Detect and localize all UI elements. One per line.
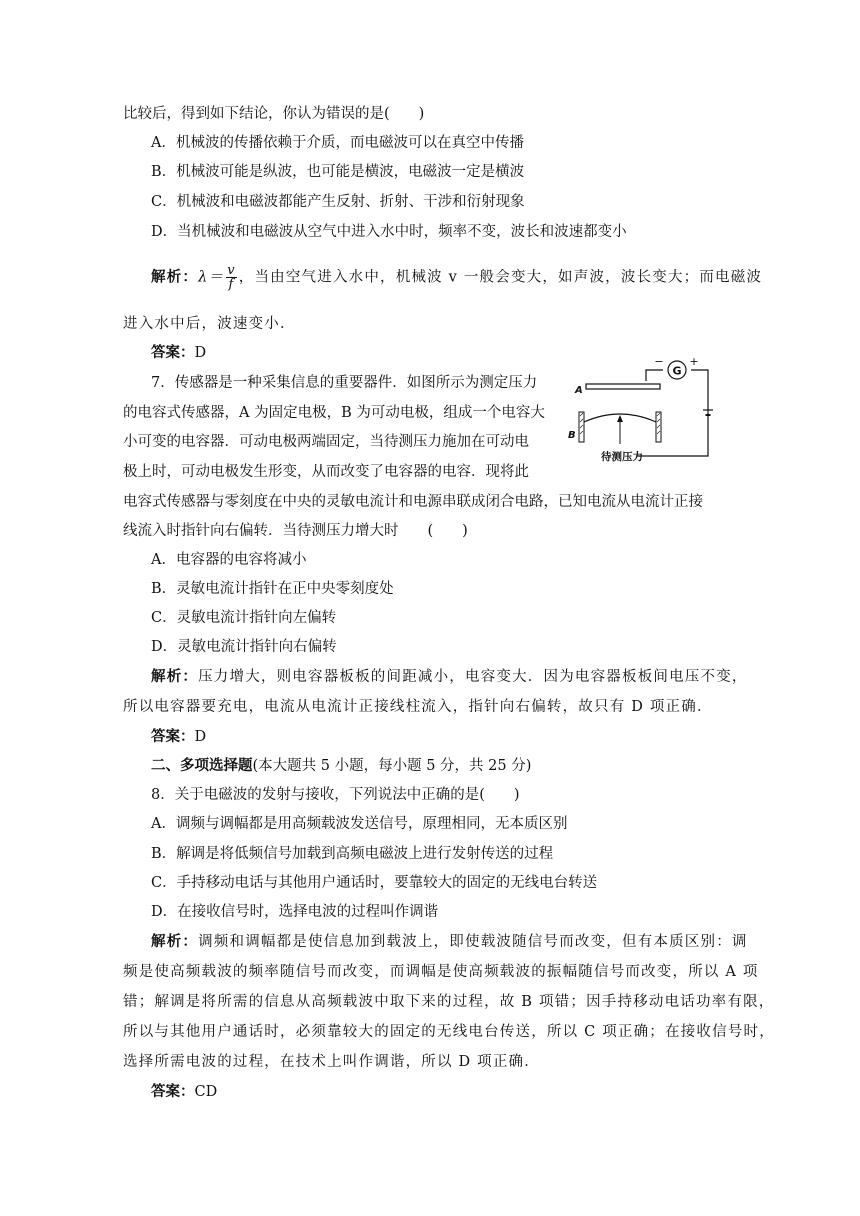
q8-analysis xyxy=(151,932,748,952)
q8-analysis-line5: 选择所需电波的过程，在技术上叫作调谐，所以 D 项正确． xyxy=(123,1054,540,1070)
q6-option-d: D．当机械波和电磁波从空气中进入水中时，频率不变，波长和波速都变小 xyxy=(151,224,627,240)
galvanometer-label: G xyxy=(672,364,682,378)
pressure-label: 待测压力 xyxy=(601,451,643,463)
q7-option-a: A．电容器的电容将减小 xyxy=(151,552,307,568)
section-heading-note: (本大题共 5 小题，每小题 5 分，共 25 分) xyxy=(252,758,532,774)
q8-stem: 8．关于电磁波的发射与接收，下列说法中正确的是( ) xyxy=(151,787,520,803)
section-heading-title: 二、多项选择题 xyxy=(151,757,253,774)
q7-stem-line2: 的电容式传感器，A 为固定电极，B 为可动电极，组成一个电容大 xyxy=(123,405,545,421)
q6-option-c: C．机械波和电磁波都能产生反射、折射、干涉和衍射现象 xyxy=(151,194,525,210)
q7-option-d: D．灵敏电流计指针向右偏转 xyxy=(151,639,337,655)
q7-analysis-line1: 压力增大，则电容器板板的间距减小，电容变大．因为电容器板板间电压不变， xyxy=(198,669,748,685)
q6-analysis-line2: 进入水中后，波速变小． xyxy=(123,316,296,332)
right-support xyxy=(656,412,661,442)
q8-analysis-label: 解析： xyxy=(151,933,199,950)
galvanometer-minus-label: − xyxy=(654,356,664,368)
q6-formula-fraction xyxy=(226,264,237,291)
q7-option-b: B．灵敏电流计指针在正中央零刻度处 xyxy=(151,581,394,597)
q7-answer-label: 答案： xyxy=(151,728,195,745)
q7-option-c: C．灵敏电流计指针向左偏转 xyxy=(151,610,337,626)
q8-option-d: D．在接收信号时，选择电波的过程叫作调谐 xyxy=(151,904,439,920)
q7-analysis xyxy=(151,667,748,687)
pressure-arrowhead-icon xyxy=(617,415,623,422)
q6-formula-numerator: v xyxy=(227,263,236,278)
q8-answer xyxy=(151,1082,217,1102)
q8-analysis-line4: 所以与其他用户通话时，必须靠较大的固定的无线电台传送，所以 C 项正确；在接收信号时， xyxy=(123,1024,775,1040)
wire-top-left xyxy=(646,370,663,381)
q7-analysis-line2: 所以电容器要充电，电流从电流计正接线柱流入，指针向右偏转，故只有 D 项正确． xyxy=(123,699,713,715)
q7-analysis-label: 解析： xyxy=(151,668,199,685)
q7-stem-line5: 电容式传感器与零刻度在中央的灵敏电流计和电源串联成闭合电路，已知电流从电流计正接 xyxy=(123,494,703,510)
q7-stem-line4: 极上时，可动电极发生形变，从而改变了电容器的电容．现将此 xyxy=(123,464,529,480)
q8-option-a: A．调频与调幅都是用高频载波发送信号，原理相同，无本质区别 xyxy=(151,816,568,832)
q6-analysis-label: 解析： xyxy=(151,268,199,286)
q6-answer-label: 答案： xyxy=(151,344,195,361)
q7-stem-line1: 7．传感器是一种采集信息的重要器件．如图所示为测定压力 xyxy=(151,375,538,391)
q6-stem: 比较后，得到如下结论，你认为错误的是( ) xyxy=(123,106,425,122)
wire-right xyxy=(636,370,708,456)
q8-option-b: B．解调是将低频信号加载到高频电磁波上进行发射传送的过程 xyxy=(151,846,554,862)
q6-formula-lhs: λ＝ xyxy=(198,269,225,286)
electrode-a-label: A xyxy=(575,385,583,396)
q8-answer-value: CD xyxy=(194,1084,218,1100)
q6-answer xyxy=(151,343,206,363)
galvanometer-plus-label: + xyxy=(689,356,699,368)
q6-analysis-text: ，当由空气进入水中，机械波 v 一般会变大，如声波，波长变大；而电磁波 xyxy=(238,269,763,286)
fixed-electrode-a xyxy=(586,384,660,389)
q6-analysis xyxy=(151,264,762,291)
q6-option-b: B．机械波可能是纵波，也可能是横波，电磁波一定是横波 xyxy=(151,164,525,180)
q6-option-a: A．机械波的传播依赖于介质，而电磁波可以在真空中传播 xyxy=(151,135,524,151)
q7-answer-value: D xyxy=(194,729,207,745)
pressure-sensor-diagram xyxy=(566,356,718,468)
q8-option-c: C．手持移动电话与其他用户通话时，要靠较大的固定的无线电台转送 xyxy=(151,875,598,891)
left-support xyxy=(579,412,584,442)
q8-analysis-line2: 频是使高频载波的频率随信号而改变，而调幅是使高频载波的振幅随信号而改变，所以 A 项 xyxy=(123,964,759,980)
q7-stem-line6: 线流入时指针向右偏转．当待测压力增大时 ( ) xyxy=(123,523,468,539)
q8-analysis-line1: 调频和调幅都是使信息加到载波上，即使载波随信号而改变，但有本质区别：调 xyxy=(198,934,748,950)
q8-analysis-line3: 错；解调是将所需的信息从高频载波中取下来的过程，故 B 项错；因手持移动电话功率有限， xyxy=(123,994,775,1010)
electrode-b-label: B xyxy=(568,430,576,441)
q7-answer xyxy=(151,727,206,747)
q6-formula-denominator: f xyxy=(228,277,235,292)
q7-stem-line3: 小可变的电容器．可动电极两端固定，当待测压力施加在可动电 xyxy=(123,434,529,450)
q8-answer-label: 答案： xyxy=(151,1083,195,1100)
q6-answer-value: D xyxy=(194,345,207,361)
section-heading xyxy=(151,756,531,776)
